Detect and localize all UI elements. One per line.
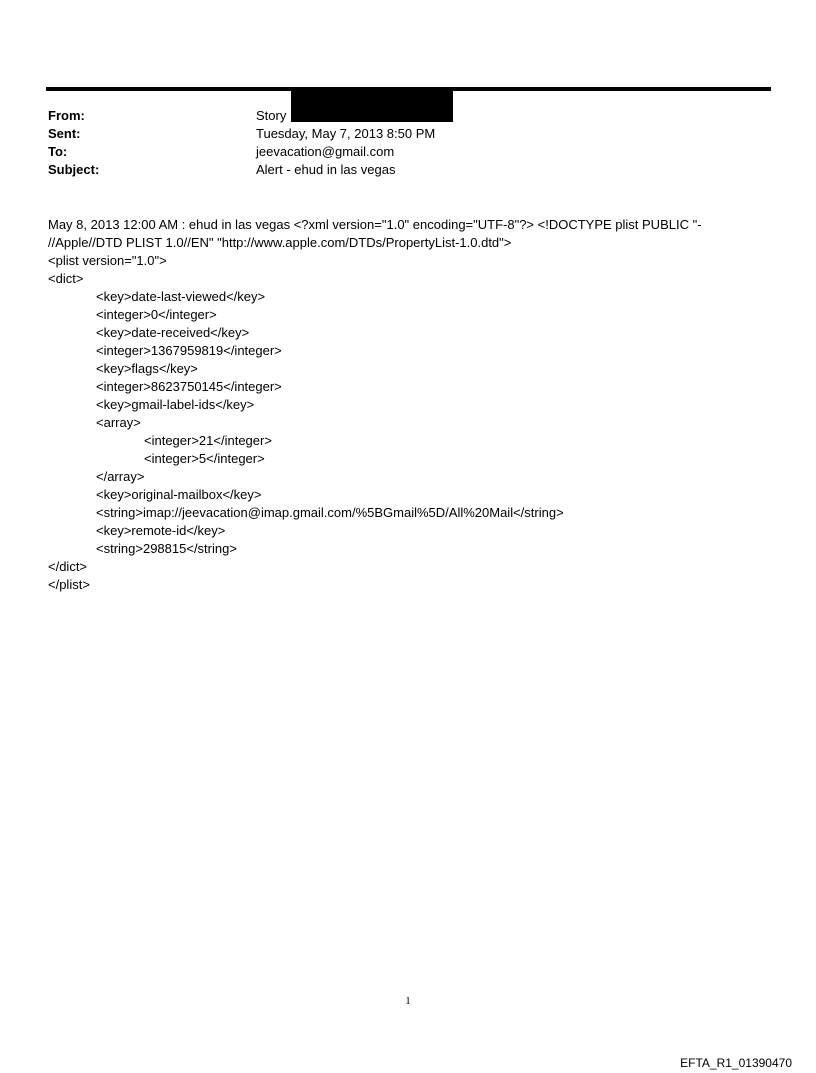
body-line: <integer>21</integer> bbox=[144, 433, 272, 448]
body-line: <key>gmail-label-ids</key> bbox=[96, 397, 255, 412]
subject-value: Alert - ehud in las vegas bbox=[256, 162, 396, 177]
redaction-block bbox=[291, 89, 453, 122]
body-line: <integer>1367959819</integer> bbox=[96, 343, 282, 358]
body-line: </array> bbox=[96, 469, 145, 484]
to-value: jeevacation@gmail.com bbox=[256, 144, 395, 159]
body-line: <key>date-last-viewed</key> bbox=[96, 289, 266, 304]
body-line: <plist version="1.0"> bbox=[48, 253, 167, 268]
sent-value: Tuesday, May 7, 2013 8:50 PM bbox=[256, 126, 436, 141]
body-line: <string>imap://jeevacation@imap.gmail.com/%5BGmail%5D/All%20Mail</string> bbox=[96, 505, 564, 520]
body-line: <string>298815</string> bbox=[96, 541, 237, 556]
page-number: 1 bbox=[405, 995, 411, 1007]
body-line: <integer>5</integer> bbox=[144, 451, 265, 466]
sent-label: Sent: bbox=[48, 126, 81, 141]
body-line: <integer>0</integer> bbox=[96, 307, 217, 322]
from-value: Story bbox=[256, 108, 287, 123]
body-line: </dict> bbox=[48, 559, 88, 574]
body-line: //Apple//DTD PLIST 1.0//EN" "http://www.apple.com/DTDs/PropertyList-1.0.dtd"> bbox=[48, 235, 512, 250]
document-id: EFTA_R1_01390470 bbox=[680, 1056, 792, 1070]
body-line: <key>original-mailbox</key> bbox=[96, 487, 262, 502]
from-label: From: bbox=[48, 108, 85, 123]
body-line: <integer>8623750145</integer> bbox=[96, 379, 282, 394]
body-line: May 8, 2013 12:00 AM : ehud in las vegas <?xml version="1.0" encoding="UTF-8"?> <!DOCTYPE plist PUBLIC "- bbox=[48, 217, 702, 232]
body-line: <dict> bbox=[48, 271, 84, 286]
email-body bbox=[48, 216, 768, 594]
to-label: To: bbox=[48, 144, 68, 159]
body-line: </plist> bbox=[48, 577, 90, 592]
body-line: <key>flags</key> bbox=[96, 361, 198, 376]
subject-label: Subject: bbox=[48, 162, 100, 177]
body-line: <array> bbox=[96, 415, 141, 430]
body-line: <key>date-received</key> bbox=[96, 325, 250, 340]
body-line: <key>remote-id</key> bbox=[96, 523, 226, 538]
